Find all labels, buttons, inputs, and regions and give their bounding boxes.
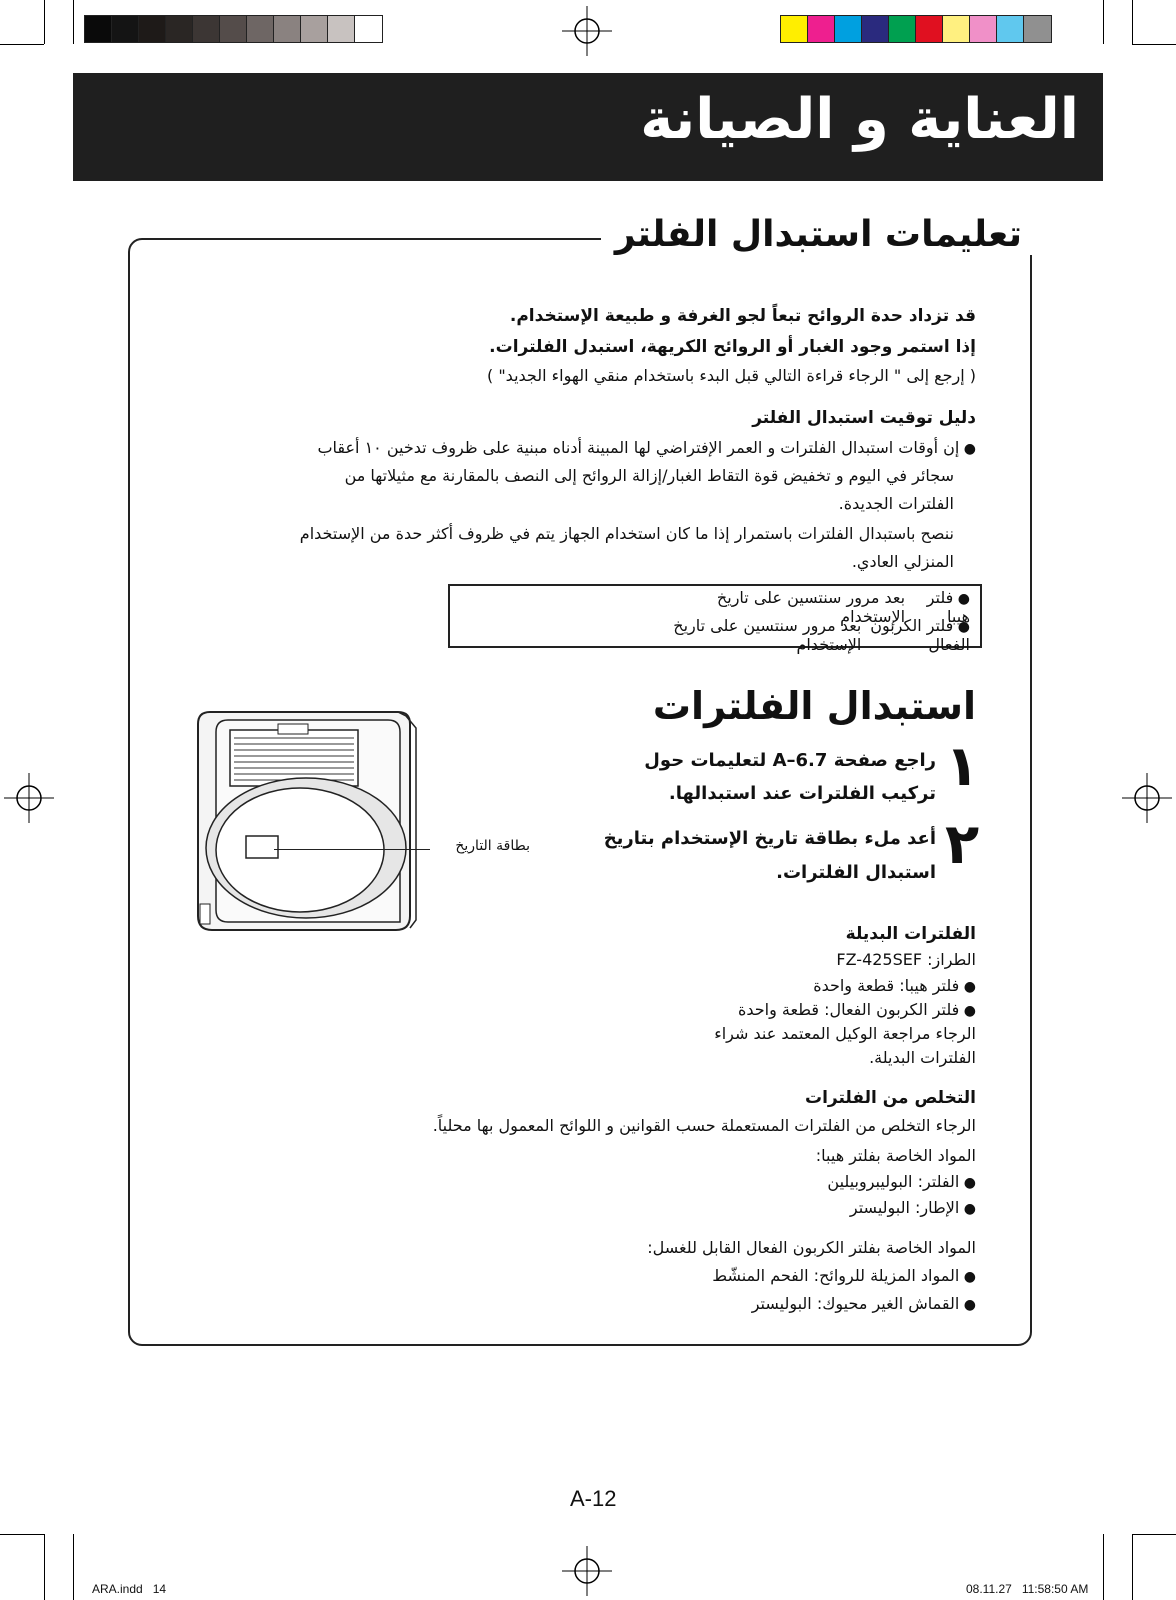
crop-mark — [1103, 1534, 1104, 1600]
crop-mark — [1103, 0, 1104, 44]
section-title-filter-instructions: تعليمات استبدال الفلتر — [601, 214, 1036, 255]
callout-line — [274, 849, 430, 850]
hepa-material-item: ● الإطار: البوليستر — [576, 1194, 976, 1223]
crop-mark — [0, 44, 44, 45]
disposal-heading: التخلص من الفلترات — [804, 1088, 976, 1108]
table-row — [460, 616, 970, 654]
crop-mark — [0, 1534, 44, 1535]
color-swatch — [112, 16, 139, 42]
color-swatch — [1024, 16, 1051, 42]
replacement-note: الرجاء مراجعة الوكيل المعتمد عند شراء — [714, 1024, 976, 1043]
page-title: العناية و الصيانة — [640, 87, 1079, 152]
color-swatch — [862, 16, 889, 42]
callout-label: بطاقة التاريخ — [455, 838, 530, 854]
registration-mark-icon — [1122, 773, 1172, 823]
color-swatch — [220, 16, 247, 42]
color-swatch — [301, 16, 328, 42]
color-swatch — [943, 16, 970, 42]
guide-bullet-line: ● إن أوقات استبدال الفلترات و العمر الإفتراضي لها المبينة أدناه مبنية على ظروف تدخين ١٠ أعقاب — [186, 434, 976, 463]
crop-mark — [44, 0, 45, 44]
page-number: A-12 — [570, 1486, 617, 1511]
replacement-bullet: ● فلتر الكربون الفعال: قطعة واحدة — [576, 996, 976, 1025]
air-purifier-illustration — [188, 708, 428, 940]
guide-heading: دليل توقيت استبدال الفلتر — [752, 408, 976, 428]
color-swatch — [970, 16, 997, 42]
color-swatch — [808, 16, 835, 42]
replacement-heading: الفلترات البديلة — [845, 924, 976, 944]
hepa-material-item: ● الفلتر: البوليبروبيلين — [576, 1168, 976, 1197]
crop-mark — [73, 1534, 74, 1600]
replacement-bullet: ● فلتر هيبا: قطعة واحدة — [576, 972, 976, 1001]
crop-mark — [1132, 1534, 1133, 1600]
gray-swatch-bar — [84, 15, 383, 43]
crop-mark — [1132, 0, 1133, 44]
step-number: ٢ — [945, 812, 980, 877]
registration-mark-icon — [562, 1546, 612, 1596]
step-text-line: أعد ملء بطاقة تاريخ الإستخدام بتاريخ — [603, 828, 936, 849]
header-bar — [73, 73, 1103, 181]
color-swatch — [916, 16, 943, 42]
table-cell-period: بعد مرور سنتسين على تاريخ الإستخدام — [673, 616, 862, 654]
color-swatch-bar — [780, 15, 1052, 43]
color-swatch — [781, 16, 808, 42]
guide-line: سجائر في اليوم و تخفيض قوة التقاط الغبار/إزالة الروائح إلى النصف بالمقارنة مع مثيلاتها من — [344, 466, 954, 485]
intro-line: قد تزداد حدة الروائح تبعاً لجو الغرفة و طبيعة الإستخدام. — [509, 306, 976, 326]
disposal-intro: الرجاء التخلص من الفلترات المستعملة حسب القوانين و اللوائح المعمول بها محلياً. — [432, 1116, 976, 1135]
crop-mark — [73, 0, 74, 44]
step-number: ١ — [945, 734, 980, 799]
file-name: ARA.indd 14 — [92, 1582, 167, 1596]
color-swatch — [139, 16, 166, 42]
color-swatch — [85, 16, 112, 42]
crop-mark — [44, 1534, 45, 1600]
step-text-line: تركيب الفلترات عند استبدالها. — [668, 783, 936, 804]
table-cell-filter: ● فلتر الكربون الفعال — [861, 616, 970, 644]
crop-mark — [1132, 44, 1176, 45]
table-row — [460, 588, 970, 626]
guide-line: الفلترات الجديدة. — [838, 494, 954, 513]
guide-line: ننصح باستبدال الفلترات باستمرار إذا ما كان استخدام الجهاز يتم في ظروف أكثر حدة من الإستخدام — [299, 524, 954, 543]
hepa-materials-heading: المواد الخاصة بفلتر هيبا: — [815, 1146, 976, 1165]
crop-mark — [1132, 1534, 1176, 1535]
color-swatch — [355, 16, 382, 42]
replacement-model: الطراز: FZ-425SEF — [836, 950, 976, 969]
section-title-replace-filters: استبدال الفلترات — [652, 684, 976, 728]
registration-mark-icon — [4, 773, 54, 823]
color-swatch — [274, 16, 301, 42]
color-swatch — [835, 16, 862, 42]
intro-note: ( إرجع إلى " الرجاء قراءة التالي قبل البدء باستخدام منقي الهواء الجديد" ) — [486, 366, 976, 385]
replacement-note: الفلترات البديلة. — [869, 1048, 976, 1067]
table-cell-period: بعد مرور سنتسين على تاريخ الإستخدام — [716, 588, 906, 626]
carbon-material-item: ● القماش الغير محيوك: البوليستر — [476, 1290, 976, 1319]
registration-mark-icon — [562, 6, 612, 56]
step-text-line: استبدال الفلترات. — [776, 862, 936, 883]
color-swatch — [328, 16, 355, 42]
color-swatch — [247, 16, 274, 42]
table-cell-filter: ● فلتر هيبا — [905, 588, 970, 616]
intro-line: إذا استمر وجود الغبار أو الروائح الكريهة، استبدل الفلترات. — [489, 337, 976, 357]
guide-line: المنزلي العادي. — [851, 552, 954, 571]
color-swatch — [193, 16, 220, 42]
filter-lifetime-table — [448, 584, 982, 654]
color-swatch — [166, 16, 193, 42]
print-timestamp: 08.11.27 11:58:50 AM — [966, 1582, 1089, 1596]
carbon-materials-heading: المواد الخاصة بفلتر الكربون الفعال القابل للغسل: — [647, 1238, 976, 1257]
color-swatch — [997, 16, 1024, 42]
step-text-line: راجع صفحة A–6.7 لتعليمات حول — [644, 750, 936, 771]
carbon-material-item: ● المواد المزيلة للروائح: الفحم المنشّط — [476, 1262, 976, 1291]
color-swatch — [889, 16, 916, 42]
